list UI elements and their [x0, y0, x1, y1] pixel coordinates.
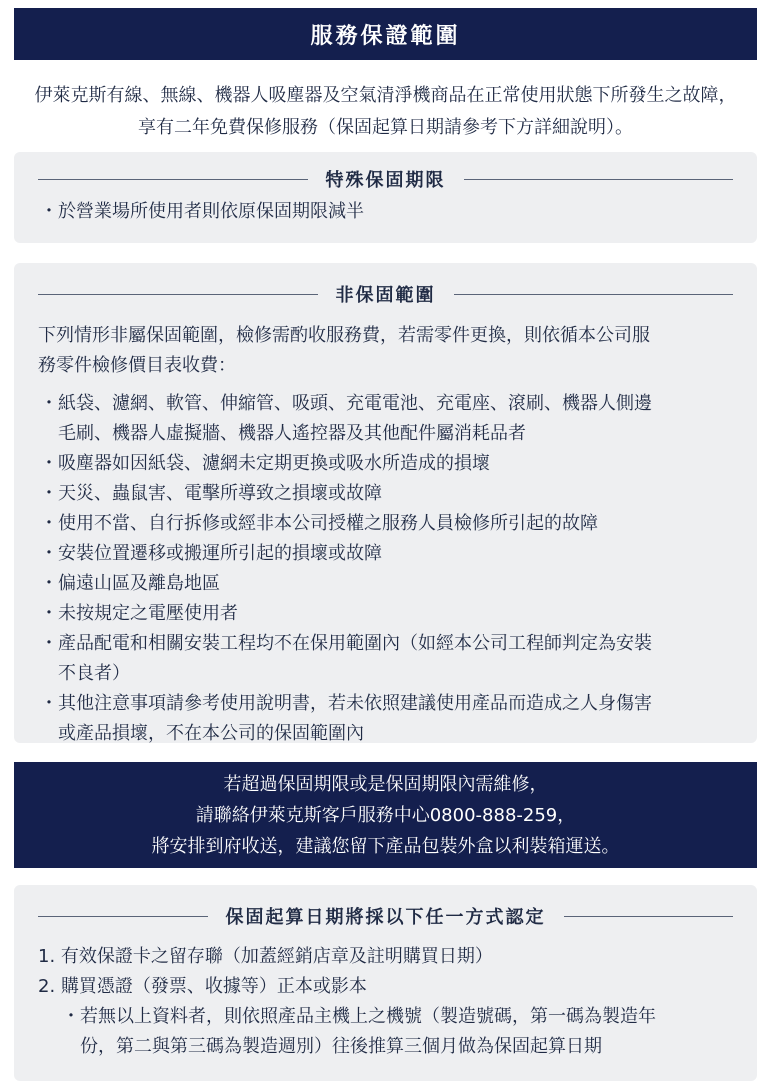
- list-item: ・ 吸塵器如因紙袋、濾網未定期更換或吸水所造成的損壞: [38, 449, 733, 479]
- list-item: ・ 產品配電和相關安裝工程均不在保用範圍內（如經本公司工程師判定為安裝 不良者）: [38, 629, 733, 689]
- list-item: ・ 紙袋、濾網、軟管、伸縮管、吸頭、充電電池、充電座、滾刷、機器人側邊 毛刷、機器人虛擬牆、機器人遙控器及其他配件屬消耗品者: [38, 389, 733, 449]
- bullet-glyph: ・: [40, 633, 58, 654]
- list-item: 1. 有效保證卡之留存聯（加蓋經銷店章及註明購買日期）: [38, 946, 493, 967]
- bullet-glyph: ・: [40, 393, 58, 414]
- divider-line: [464, 179, 734, 180]
- intro-line-1: 伊萊克斯有線、無線、機器人吸塵器及空氣清淨機商品在正常使用狀態下所發生之故障，: [34, 85, 737, 106]
- bullet-glyph: ・: [40, 483, 58, 504]
- list-item: ・ 使用不當、自行拆修或經非本公司授權之服務人員檢修所引起的故障: [38, 509, 733, 539]
- list-item: ・ 若無以上資料者，則依照產品主機上之機號（製造號碼，第一碼為製造年 份，第二與第三碼為製造週別）往後推算三個月做為保固起算日期: [60, 1002, 733, 1062]
- list-item: ・ 安裝位置遷移或搬運所引起的損壞或故障: [38, 539, 733, 569]
- list-item: ・ 於營業場所使用者則依原保固期限減半: [38, 197, 733, 227]
- page-title-banner: [14, 8, 757, 60]
- bullet-glyph: ・: [62, 1006, 80, 1027]
- warranty-start-date-title: 保固起算日期將採以下任一方式認定: [225, 907, 546, 928]
- divider-line: [564, 916, 734, 917]
- special-warranty-title: 特殊保固期限: [325, 170, 446, 191]
- bullet-glyph: ・: [40, 453, 58, 474]
- intro-line-2: 享有二年免費保修服務（保固起算日期請參考下方詳細說明）。: [138, 117, 633, 138]
- contact-line-3: 將安排到府收送，建議您留下產品包裝外盒以利裝箱運送。: [151, 836, 620, 857]
- list-item: ・ 偏遠山區及離島地區: [38, 569, 733, 599]
- warranty-start-date-list: [38, 942, 733, 1002]
- contact-line-1: 若超過保固期限或是保固期限內需維修，: [223, 774, 548, 795]
- contact-line-2: 請聯絡伊萊克斯客戶服務中心0800-888-259，: [195, 805, 576, 826]
- excluded-scope-list: [38, 389, 733, 749]
- excluded-scope-title: 非保固範圍: [335, 285, 436, 306]
- special-warranty-heading: [38, 162, 733, 196]
- page-title: 服務保證範圍: [310, 23, 461, 49]
- service-contact-banner: [14, 762, 757, 868]
- bullet-glyph: ・: [40, 573, 58, 594]
- bullet-glyph: ・: [40, 603, 58, 624]
- special-warranty-panel: [14, 152, 757, 243]
- excluded-scope-lead: 下列情形非屬保固範圍，檢修需酌收服務費，若需零件更換，則依循本公司服 務零件檢修價目表收費：: [38, 325, 650, 376]
- divider-line: [38, 916, 208, 917]
- divider-line: [454, 294, 734, 295]
- bullet-glyph: ・: [40, 543, 58, 564]
- bullet-glyph: ・: [40, 201, 58, 222]
- list-item: ・ 天災、蟲鼠害、電擊所導致之損壞或故障: [38, 479, 733, 509]
- special-warranty-list: [38, 197, 733, 227]
- excluded-scope-panel: [14, 263, 757, 743]
- bullet-glyph: ・: [40, 693, 58, 714]
- excluded-scope-heading: [38, 277, 733, 311]
- warranty-start-date-heading: [38, 899, 733, 933]
- list-item: ・ 其他注意事項請參考使用說明書，若未依照建議使用產品而造成之人身傷害 或產品損壞，不在本公司的保固範圍內: [38, 689, 733, 749]
- warranty-start-date-panel: [14, 885, 757, 1081]
- divider-line: [38, 179, 308, 180]
- intro-text: [0, 80, 771, 144]
- list-item: 2. 購買憑證（發票、收據等）正本或影本: [38, 976, 367, 997]
- divider-line: [38, 294, 318, 295]
- bullet-glyph: ・: [40, 513, 58, 534]
- warranty-start-date-sublist: [38, 1002, 733, 1062]
- list-item: ・ 未按規定之電壓使用者: [38, 599, 733, 629]
